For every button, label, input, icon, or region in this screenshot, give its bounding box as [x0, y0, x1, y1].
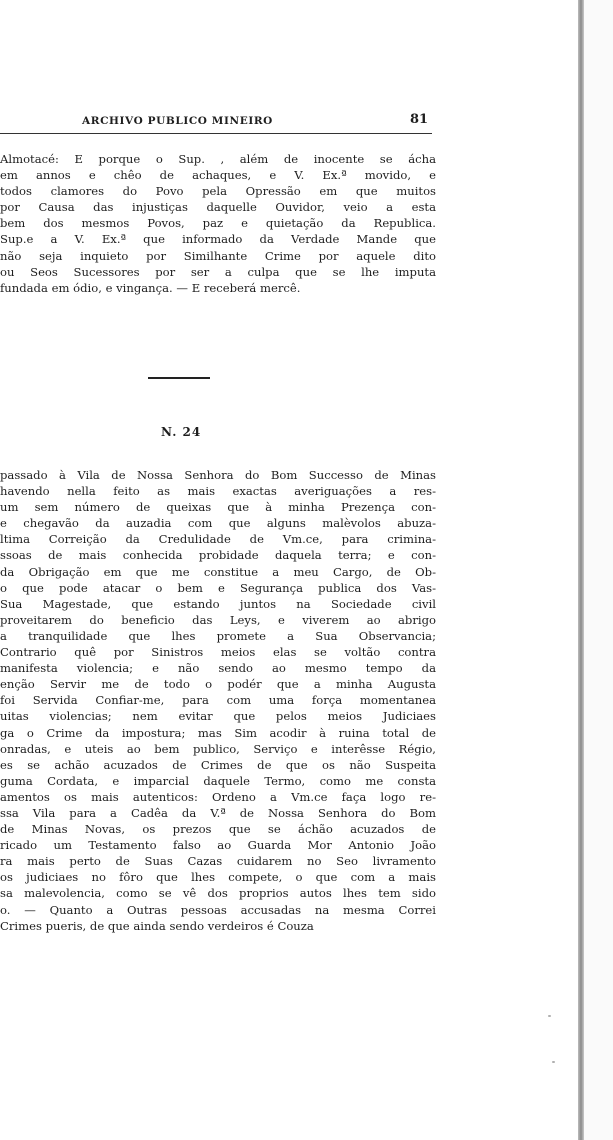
text-line: por Causa das injustiças daquelle Ouvidor, veio a esta — [0, 200, 436, 215]
text-line: ricado um Testamento falso ao Guarda Mor Antonio João — [0, 838, 436, 853]
text-line: Contrario quê por Sinistros meios elas se voltão contra — [0, 645, 436, 660]
document-number: N. 24 — [161, 425, 202, 439]
text-line: um sem número de queixas que à minha Prezença con- — [0, 500, 436, 515]
petition-closing-paragraph — [0, 151, 436, 296]
text-line: havendo nella feito as mais exactas averiguações a res- — [0, 484, 436, 499]
text-line: fundada em ódio, e vingança. — E receberá mercê. — [0, 280, 301, 295]
text-line: manifesta violencia; e não sendo ao mesmo tempo da — [0, 661, 436, 676]
scan-speck — [548, 1015, 551, 1017]
scan-speck — [552, 1061, 555, 1063]
text-line: ga o Crime da impostura; mas Sim acodir à ruina total de — [0, 725, 436, 740]
page-gutter — [584, 0, 613, 1140]
text-line: proveitarem do beneficio das Leys, e viverem ao abrigo — [0, 612, 436, 627]
text-line: da Obrigação em que me constitue a meu Cargo, de Ob- — [0, 564, 436, 579]
text-line: não seja inquieto por Similhante Crime por aquele dito — [0, 248, 436, 263]
text-line: passado à Vila de Nossa Senhora do Bom Successo de Minas — [0, 468, 436, 482]
page-number: 81 — [410, 112, 429, 127]
text-line: enção Servir me de todo o podér que a minha Augusta — [0, 677, 436, 692]
text-line: ssa Vila para a Cadêa da V.ª de Nossa Senhora do Bom — [0, 805, 436, 820]
text-line: es se achão acuzados de Crimes de que os não Suspeita — [0, 757, 436, 772]
text-line: Sua Magestade, que estando juntos na Sociedade civil — [0, 596, 436, 611]
text-line: o. — Quanto a Outras pessoas accusadas na mesma Correi — [0, 902, 436, 917]
text-line: ou Seos Sucessores por ser a culpa que se lhe imputa — [0, 264, 436, 279]
text-line: onradas, e uteis ao bem publico, Serviço e interêsse Régio, — [0, 741, 436, 756]
text-line: o que pode atacar o bem e Segurança publica dos Vas- — [0, 580, 436, 595]
text-line: em annos e chêo de achaques, e V. Ex.ª movido, e — [0, 168, 436, 183]
text-line: Crimes pueris, de que ainda sendo verdeiros é Couza — [0, 918, 314, 933]
text-line: de Minas Novas, os prezos que se áchão acuzados de — [0, 822, 436, 837]
running-title: ARCHIVO PUBLICO MINEIRO — [82, 115, 273, 127]
text-line: sa malevolencia, como se vê dos proprios autos lhes tem sido — [0, 886, 436, 901]
order-body-paragraph — [0, 467, 436, 934]
text-line: bem dos mesmos Povos, paz e quietação da Republica. — [0, 216, 436, 231]
text-line: todos clamores do Povo pela Opressão em que muitos — [0, 184, 436, 199]
header-rule — [0, 133, 432, 134]
text-line: e chegavão da auzadia com que alguns malèvolos abuza- — [0, 516, 436, 531]
text-line: amentos os mais autenticos: Ordeno a Vm.ce faça logo re- — [0, 789, 436, 804]
running-head — [0, 112, 500, 132]
text-line: guma Cordata, e imparcial daquele Termo, como me consta — [0, 773, 436, 788]
text-line: ra mais perto de Suas Cazas cuidarem no Seo livramento — [0, 854, 436, 869]
text-line: uitas violencias; nem evitar que pelos meios Judiciaes — [0, 709, 436, 724]
text-line: foi Servida Confiar-me, para com uma força momentanea — [0, 693, 436, 708]
text-line: os judiciaes no fôro que lhes compete, o que com a mais — [0, 870, 436, 885]
text-line: Almotacé: E porque o Sup. , além de inocente se ácha — [0, 152, 436, 166]
text-line: ltima Correição da Credulidade de Vm.ce, para crimina- — [0, 532, 436, 547]
text-line: Sup.e a V. Ex.ª que informado da Verdade Mande que — [0, 232, 436, 247]
text-line: ssoas de mais conhecida probidade daquela terra; e con- — [0, 548, 436, 563]
text-line: a tranquilidade que lhes promete a Sua Observancia; — [0, 628, 436, 643]
section-separator-rule — [148, 377, 210, 379]
